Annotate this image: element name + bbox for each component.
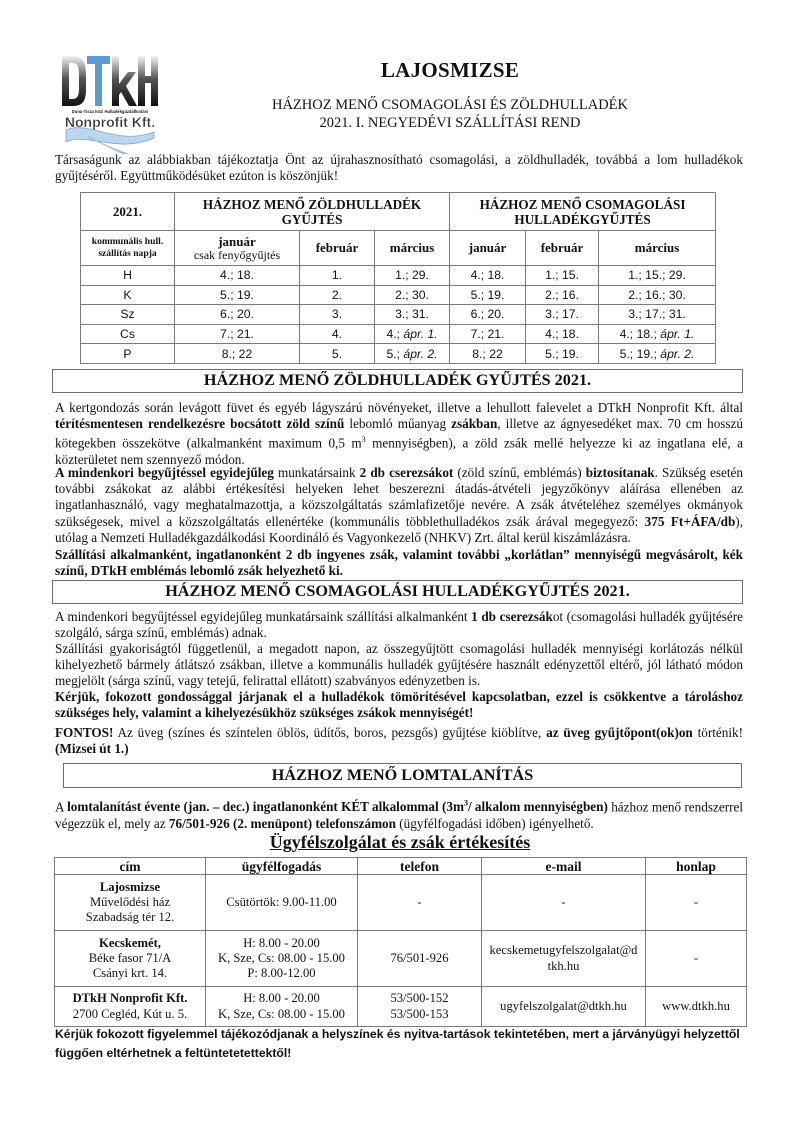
day-column-header: kommunális hull. szállítás napja <box>81 231 175 266</box>
pack-mar-cell: 4.; 18.; ápr. 1. <box>599 324 716 344</box>
green-feb-cell: 2. <box>300 285 375 305</box>
green-feb-header: február <box>300 231 375 266</box>
green-jan-header: január csak fenyőgyűjtés <box>175 231 300 266</box>
pack-paragraph-4: FONTOS! Az üveg (színes és színtelen öblös, üdítős, boros, pezsgős) gyűjtése kiöblítve, az üveg gyűjtőpont(ok)on történik! (Mizsei út 1.) <box>55 725 743 757</box>
table-row <box>81 344 716 364</box>
pack-jan-cell: 4.; 18. <box>450 266 526 286</box>
address-cell: Lajosmizse Művelődési ház Szabadság tér 12. <box>55 875 206 931</box>
hours-cell: Csütörtök: 9.00-11.00 <box>206 875 358 931</box>
pack-feb-cell: 5.; 19. <box>526 344 599 364</box>
pack-mar-cell: 2.; 16.; 30. <box>599 285 716 305</box>
phone-cell: - <box>358 875 482 931</box>
customer-service-title: Ügyfélszolgálat és zsák értékesítés <box>269 832 531 852</box>
green-jan-cell: 8.; 22 <box>175 344 300 364</box>
pack-jan-cell: 6.; 20. <box>450 305 526 325</box>
green-mar-cell: 4.; ápr. 1. <box>375 324 450 344</box>
col-header-email: e-mail <box>482 858 646 875</box>
pack-feb-cell: 2.; 16. <box>526 285 599 305</box>
email-link[interactable]: kecskemetugyfelszolgalat@dtkh.hu <box>482 931 646 987</box>
day-cell: P <box>81 344 175 364</box>
pack-group-header: HÁZHOZ MENŐ CSOMAGOLÁSI HULLADÉKGYŰJTÉS <box>450 193 716 231</box>
year-header: 2021. <box>81 193 175 231</box>
dtkh-logo <box>58 50 162 154</box>
dtkh-logo-icon <box>58 50 162 154</box>
green-feb-cell: 4. <box>300 324 375 344</box>
table-row <box>55 931 747 987</box>
pack-paragraph-2: Szállítási gyakoriságtól függetlenül, a megadott napon, az összegyűjtött csomagolási hulladék mennyiségi korlátozás nélkül kihelyezhető bármely átlátszó zsákban, illetve a kommunális hulladék gyűjtésére használt edényzettől eltérő, jól látható módon megjelölt (sárga színű, vagy tetejű, felirattal ellátott) szabványos edényzetben is. <box>55 641 743 689</box>
col-header-phone: telefon <box>358 858 482 875</box>
green-feb-cell: 5. <box>300 344 375 364</box>
col-header-website: honlap <box>646 858 747 875</box>
green-group-header: HÁZHOZ MENŐ ZÖLDHULLADÉK GYŰJTÉS <box>175 193 450 231</box>
col-header-address: cím <box>55 858 206 875</box>
email-link[interactable]: ugyfelszolgalat@dtkh.hu <box>482 987 646 1027</box>
day-cell: Cs <box>81 324 175 344</box>
pack-mar-cell: 5.; 19.; ápr. 2. <box>599 344 716 364</box>
col-header-hours: ügyfélfogadás <box>206 858 358 875</box>
green-jan-cell: 6.; 20. <box>175 305 300 325</box>
green-jan-cell: 4.; 18. <box>175 266 300 286</box>
pack-feb-header: február <box>526 231 599 266</box>
bulky-paragraph: A lomtalanítást évente (jan. – dec.) ingatlanonként KÉT alkalommal ($3m^3/$ alkalom mennyiségben) házhoz menő rendszerrel végezzük el, mely az 76/501-926 (2. menüpont) telefonszámon (ügyfélfogadási időben) igényelhető. <box>55 799 743 831</box>
pack-mar-header: március <box>599 231 716 266</box>
pack-jan-cell: 5.; 19. <box>450 285 526 305</box>
address-cell: Kecskemét, Béke fasor 71/A Csányi krt. 14. <box>55 931 206 987</box>
page-subtitle-line1: HÁZHOZ MENŐ CSOMAGOLÁSI ÉS ZÖLDHULLADÉK <box>271 97 629 113</box>
bulky-section-title: HÁZHOZ MENŐ LOMTALANÍTÁS <box>63 763 742 788</box>
table-row <box>55 875 747 931</box>
pack-feb-cell: 1.; 15. <box>526 266 599 286</box>
day-cell: Sz <box>81 305 175 325</box>
green-section-title: HÁZHOZ MENŐ ZÖLDHULLADÉK GYŰJTÉS 2021. <box>52 369 743 393</box>
table-row <box>81 305 716 325</box>
green-mar-header: március <box>375 231 450 266</box>
svg-text:Nonprofit Kft.: Nonprofit Kft. <box>64 114 156 130</box>
pack-paragraph-1: A mindenkori begyűjtéssel egyidejűleg munkatársaink szállítási alkalmanként 1 db cserezsákot (csomagolási hulladék gyűjtésére szolgáló, sárga színű, emblémás) adnak. <box>55 609 743 641</box>
pack-feb-cell: 4.; 18. <box>526 324 599 344</box>
green-mar-cell: 1.; 29. <box>375 266 450 286</box>
pack-feb-cell: 3.; 17. <box>526 305 599 325</box>
green-jan-cell: 7.; 21. <box>175 324 300 344</box>
svg-text:Duna-Tisza közi Hulladékgazdál: Duna-Tisza közi Hulladékgazdálkodási <box>71 109 149 114</box>
customer-service-table <box>54 857 747 1027</box>
footer-notice: Kérjük fokozott figyelemmel tájékozódjanak a helyszínek és nyitva-tartások tekintetében, mert a járványügyi helyzettől függően eltérhetnek a feltüntetetettektől! <box>55 1027 740 1060</box>
pack-jan-cell: 7.; 21. <box>450 324 526 344</box>
address-cell: DTkH Nonprofit Kft. 2700 Cegléd, Kút u. 5. <box>55 987 206 1027</box>
phone-cell: 76/501-926 <box>358 931 482 987</box>
green-mar-cell: 3.; 31. <box>375 305 450 325</box>
green-feb-cell: 3. <box>300 305 375 325</box>
pack-section-title: HÁZHOZ MENŐ CSOMAGOLÁSI HULLADÉKGYŰJTÉS 2021. <box>52 580 743 604</box>
pack-paragraph-3: Kérjük, fokozott gondossággal járjanak el a hulladékok tömörítésével kapcsolatban, ezzel is csökkentve a tároláshoz szükséges hely, valamint a kihelyezésükhöz szükséges zsákok mennyiségét! <box>55 689 743 721</box>
green-paragraph-1: A kertgondozás során levágott füvet és egyéb lágyszárú növényeket, illetve a lehullott falevelet a DTkH Nonprofit Kft. által térítésmentesen rendelkezésre bocsátott zöld színű lebomló műanyag zsákban, illetve az ágnyesedéket max. 70 cm hosszú kötegekben összekötve (alkalmanként maximum 0,5 $m^3$ mennyiségben), a zöld zsák mellé helyezze ki az ingatlana elé, a közterületet nem szennyező módon. <box>55 400 743 467</box>
website-cell: - <box>646 875 747 931</box>
table-row <box>81 324 716 344</box>
page-title: LAJOSMIZSE <box>380 58 520 82</box>
pack-mar-cell: 3.; 17.; 31. <box>599 305 716 325</box>
pack-mar-cell: 1.; 15.; 29. <box>599 266 716 286</box>
email-cell: - <box>482 875 646 931</box>
day-cell: H <box>81 266 175 286</box>
green-paragraph-2: A mindenkori begyűjtéssel egyidejűleg munkatársaink 2 db cserezsákot (zöld színű, emblémás) biztosítanak. Szükség esetén további zsákokat az alábbi értékesítési helyeken lehet beszerezni átadás-átvételi jegyzőkönyv aláírása ellenében az ingatlanhasználó, vagy meghatalmazottja, a közszolgáltatás számlafizetője nevére. A zsák átvételéhez személyes okmányok szükségesek, mivel a közszolgáltatás ellenértéke (kommunális többlethulladékos zsák árával megegyező: 375 Ft+ÁFA/db), utólag a Nemzeti Hulladékgazdálkodási Koordináló és Vagyonkezelő (NHKV) Zrt. által kerül kiszámlázásra. <box>55 465 744 545</box>
green-paragraph-3: Szállítási alkalmanként, ingatlanonként 2 db ingyenes zsák, valamint további „korlátlan” mennyiségű megvásárolt, kék színű, DTkH emblémás lebomló zsák helyezhető ki. <box>55 547 743 579</box>
pack-jan-header: január <box>450 231 526 266</box>
day-cell: K <box>81 285 175 305</box>
hours-cell: H: 8.00 - 20.00 K, Sze, Cs: 08.00 - 15.00 <box>206 987 358 1027</box>
phone-cell: 53/500-152 53/500-153 <box>358 987 482 1027</box>
green-mar-cell: 5.; ápr. 2. <box>375 344 450 364</box>
hours-cell: H: 8.00 - 20.00 K, Sze, Cs: 08.00 - 15.00 P: 8.00-12.00 <box>206 931 358 987</box>
pack-jan-cell: 8.; 22 <box>450 344 526 364</box>
table-row <box>55 987 747 1027</box>
green-jan-cell: 5.; 19. <box>175 285 300 305</box>
intro-paragraph: Társaságunk az alábbiakban tájékoztatja Önt az újrahasznosítható csomagolási, a zöldhulladék, továbbá a lom hulladékok gyűjtéséről. Együttműködésüket ezúton is köszönjük! <box>55 152 743 184</box>
schedule-table <box>80 192 716 364</box>
green-mar-cell: 2.; 30. <box>375 285 450 305</box>
website-cell: - <box>646 931 747 987</box>
website-link[interactable]: www.dtkh.hu <box>646 987 747 1027</box>
table-row <box>81 266 716 286</box>
table-row <box>81 285 716 305</box>
page-subtitle-line2: 2021. I. NEGYEDÉVI SZÁLLÍTÁSI REND <box>319 115 581 131</box>
green-feb-cell: 1. <box>300 266 375 286</box>
